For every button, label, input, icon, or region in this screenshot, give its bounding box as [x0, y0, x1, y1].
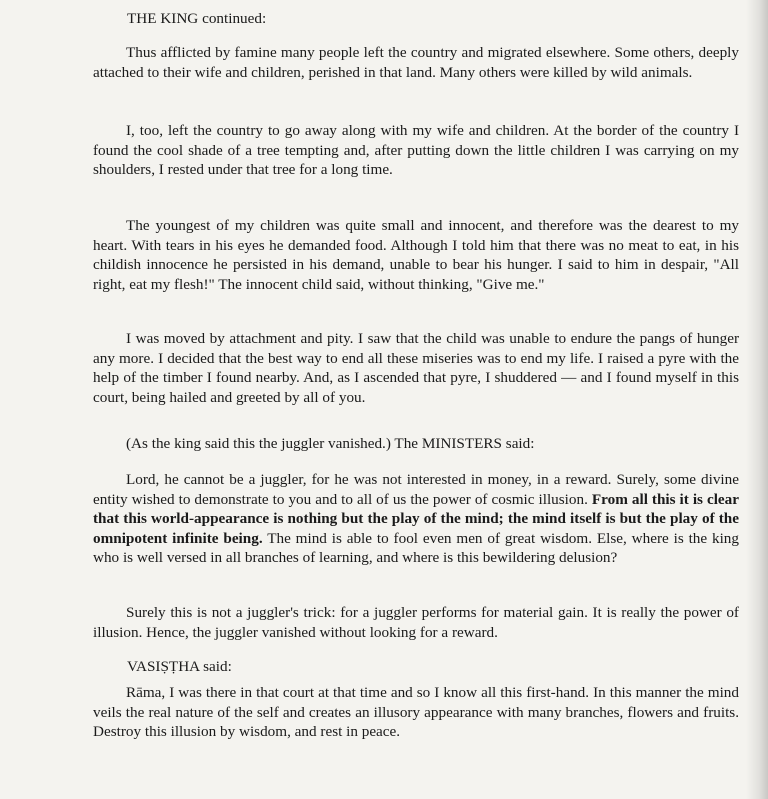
paragraph-famine: Thus afflicted by famine many people left the country and migrated elsewhere. Some others, deeply attached to their wife and children, perished in that land. Many others were killed by wild animals.	[93, 44, 739, 81]
paragraph-youngest-child: The youngest of my children was quite small and innocent, and therefore was the dearest to my heart. With tears in his eyes he demanded food. Although I told him that there was no meat to eat, in his childish innocence he persisted in his demand, unable to bear his hunger. I said to him in despair, "All right, eat my flesh!" The innocent child said, without thinking, "Give me."	[93, 217, 739, 293]
paragraph-juggler-trick: Surely this is not a juggler's trick: for a juggler performs for material gain. It is really the power of illusion. Hence, the juggler vanished without looking for a reward.	[93, 604, 739, 641]
paragraph-ministers-said: (As the king said this the juggler vanished.) The MINISTERS said:	[126, 435, 535, 452]
heading-vasistha-said: VASIṢṬHA said:	[127, 658, 232, 675]
paragraph-pyre: I was moved by attachment and pity. I saw that the child was unable to endure the pangs of hunger any more. I decided that the best way to end all these miseries was to end my life. I raised a pyre with the help of the timber I found nearby. And, as I ascended that pyre, I shuddered — and I found myself in this court, being hailed and greeted by all of you.	[93, 330, 739, 406]
paragraph-ministers-speech	[93, 470, 739, 568]
heading-king-continued: THE KING continued:	[127, 10, 267, 27]
ministers-speech-end: The mind is able to fool even men of great wisdom. Else, where is the king who is well versed in all branches of learning, and where is this bewildering delusion?	[93, 529, 739, 566]
page-edge-shadow	[746, 0, 768, 799]
ministers-speech-start: Lord, he cannot be a juggler, for he was not interested in money, in a reward. Surely, some divine entity wished to demonstrate to you and to all of us the power of cosmic illusion.	[93, 471, 739, 508]
ministers-speech-bold: From all this it is clear that this world-appearance is nothing but the play of the mind; the mind itself is but the play of the omnipotent infinite being.	[93, 490, 739, 547]
paragraph-left-country: I, too, left the country to go away along with my wife and children. At the border of the country I found the cool shade of a tree tempting and, after putting down the little children I was carrying on my shoulders, I rested under that tree for a long time.	[93, 122, 739, 178]
paragraph-rama: Rāma, I was there in that court at that time and so I know all this first-hand. In this manner the mind veils the real nature of the self and creates an illusory appearance with many branches, flowers and fruits. Destroy this illusion by wisdom, and rest in peace.	[93, 684, 739, 740]
